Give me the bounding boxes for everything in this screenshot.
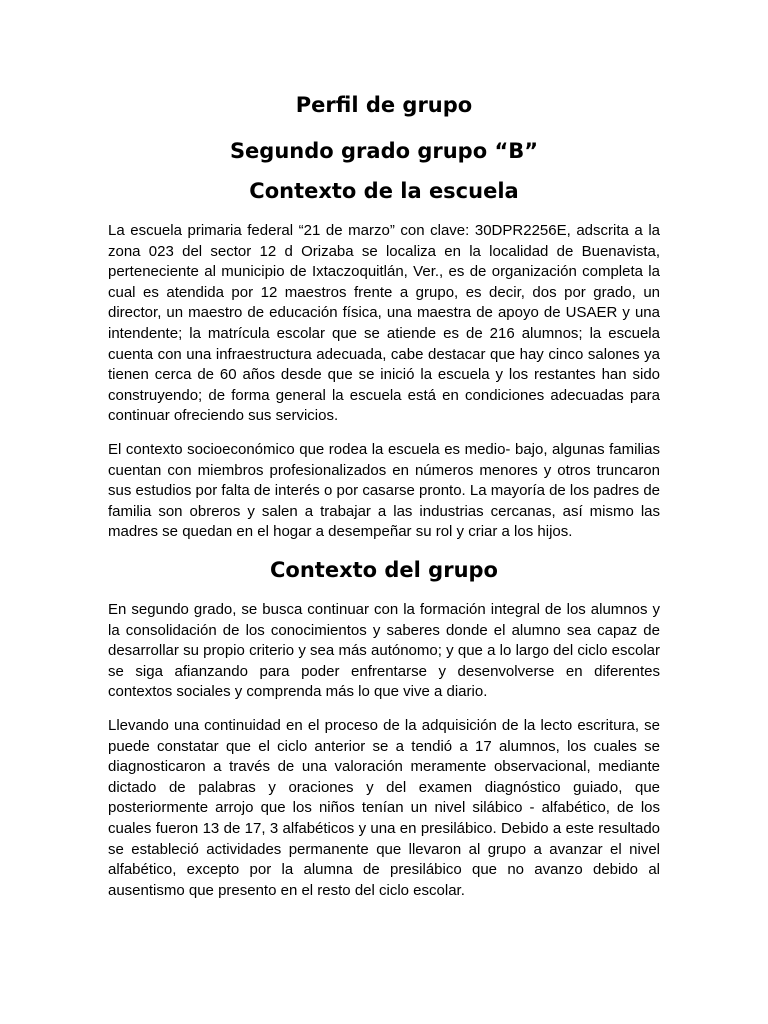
paragraph-segundo-grado: En segundo grado, se busca continuar con la formación integral de los alumnos y la consolidación de los conocimientos y saberes donde el alumno sea capaz de desarrollar su propio criterio y sea más autónomo; y que a lo largo del ciclo escolar se siga afianzando para poder enfrentarse y desenvolverse en diferentes contextos sociales y comprenda más lo que vive a diario. — [108, 601, 660, 701]
paragraph-escuela-description: La escuela primaria federal “21 de marzo” con clave: 30DPR2256E, adscrita a la zona 023 del sector 12 d Orizaba se localiza en la localidad de Buenavista, perteneciente al municipio de Ixtaczoquitlán, Ver., es de organización completa la cual es atendida por 12 maestros frente a grupo, es decir, dos por grado, un director, un maestro de educación física, una maestra de apoyo de USAER y una intendente; la matrícula escolar que se atiende es de 216 alumnos; la escuela cuenta con una infraestructura adecuada, cabe destacar que hay cinco salones ya tienen cerca de 60 años desde que se inició la escuela y los restantes han sido construyendo; de forma general la escuela está en condiciones adecuadas para continuar ofreciendo sus servicios. — [108, 222, 660, 425]
section-heading-contexto-grupo: Contexto del grupo — [270, 558, 498, 582]
section-heading-contexto-escuela: Contexto de la escuela — [249, 179, 519, 203]
paragraph-socioeconomic-context: El contexto socioeconómico que rodea la escuela es medio- bajo, algunas familias cuentan con miembros profesionalizados en números menores y otros truncaron sus estudios por falta de interés o por casarse pronto. La mayoría de los padres de familia son obreros y salen a trabajar a las industrias cercanas, así mismo las madres se quedan en el hogar a desempeñar su rol y criar a los hijos. — [108, 441, 660, 541]
document-title: Perfil de grupo — [295, 93, 473, 117]
paragraph-lecto-escritura: Llevando una continuidad en el proceso de la adquisición de la lecto escritura, se puede constatar que el ciclo anterior se a tendió a 17 alumnos, los cuales se diagnosticaron a través de una valoración meramente observacional, mediante dictado de palabras y oraciones y del examen diagnóstico guiado, que posteriormente arrojo que los niños tenían un nivel silábico - alfabético, de los cuales fueron 13 de 17, 3 alfabéticos y una en presilábico. Debido a este resultado se estableció actividades permanente que llevaron al grupo a avanzar el nivel alfabético, excepto por la alumna de presilábico que no avanzo debido al ausentismo que presento en el resto del ciclo escolar. — [108, 717, 660, 899]
document-subtitle: Segundo grado grupo “B” — [229, 139, 539, 163]
